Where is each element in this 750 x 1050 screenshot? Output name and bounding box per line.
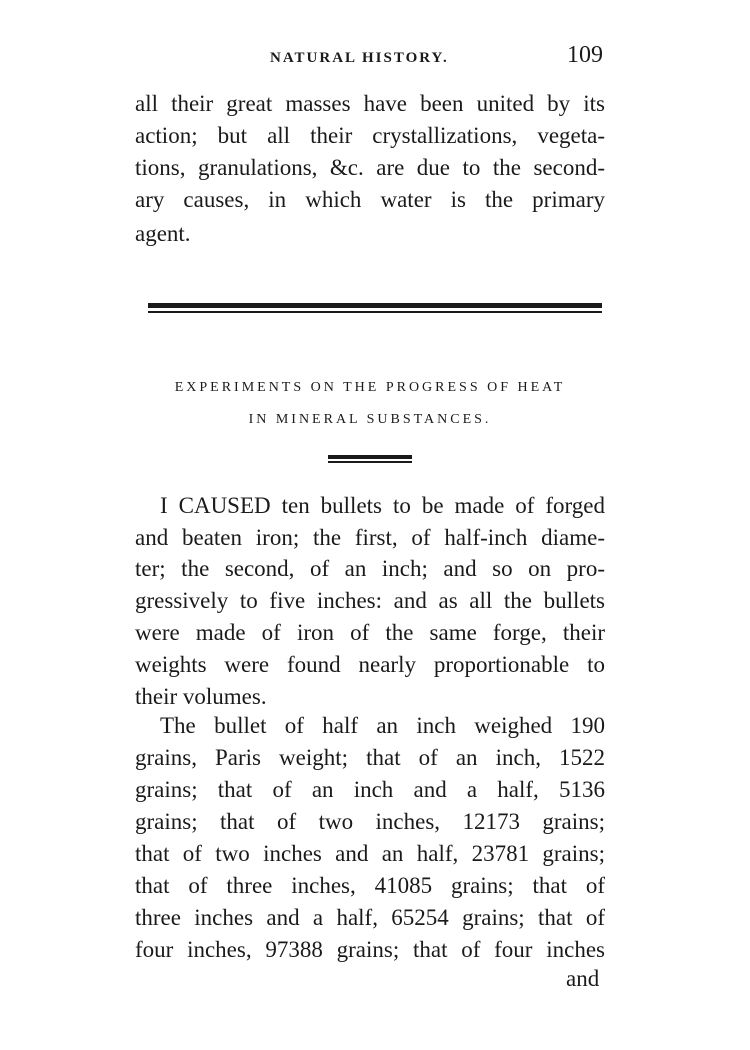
paragraph-2-line: The bullet of half an inch weighed 190	[160, 713, 605, 738]
paragraph-2-line: grains; that of an inch and a half, 5136	[135, 777, 605, 802]
paragraph-2-line: grains; that of two inches, 12173 grains;	[135, 809, 605, 834]
paragraph-1-line: their volumes.	[135, 684, 267, 709]
running-head: NATURAL HISTORY.	[270, 50, 449, 66]
continuation-line: all their great masses have been united by its	[135, 91, 605, 116]
continuation-line: agent.	[135, 221, 191, 246]
catchword: and	[566, 966, 600, 991]
section-divider	[148, 303, 602, 313]
title-rule	[328, 455, 412, 464]
paragraph-2-line: four inches, 97388 grains; that of four inches	[135, 937, 605, 962]
section-title-line-2: IN MINERAL SUBSTANCES.	[248, 412, 492, 427]
paragraph-2-line: that of two inches and an half, 23781 grains;	[135, 841, 605, 866]
paragraph-1-line: weights were found nearly proportionable to	[135, 652, 605, 677]
continuation-line: ary causes, in which water is the primary	[135, 187, 605, 212]
paragraph-1-line: gressively to five inches: and as all the bullets	[135, 588, 605, 613]
continuation-line: tions, granulations, &c. are due to the second-	[135, 155, 605, 180]
paragraph-1-line: were made of iron of the same forge, their	[135, 620, 605, 645]
paragraph-2-line: three inches and a half, 65254 grains; that of	[135, 905, 605, 930]
page-number: 109	[567, 42, 603, 68]
section-title-line-1: EXPERIMENTS ON THE PROGRESS OF HEAT	[174, 380, 566, 395]
continuation-line: action; but all their crystallizations, vegeta-	[135, 123, 605, 148]
paragraph-1-line: I CAUSED ten bullets to be made of forged	[160, 493, 605, 518]
paragraph-2-line: grains, Paris weight; that of an inch, 1522	[135, 745, 605, 770]
paragraph-1-line: and beaten iron; the first, of half-inch diame-	[135, 525, 605, 550]
paragraph-1-line: ter; the second, of an inch; and so on pro-	[135, 556, 605, 581]
paragraph-2-line: that of three inches, 41085 grains; that of	[135, 873, 605, 898]
